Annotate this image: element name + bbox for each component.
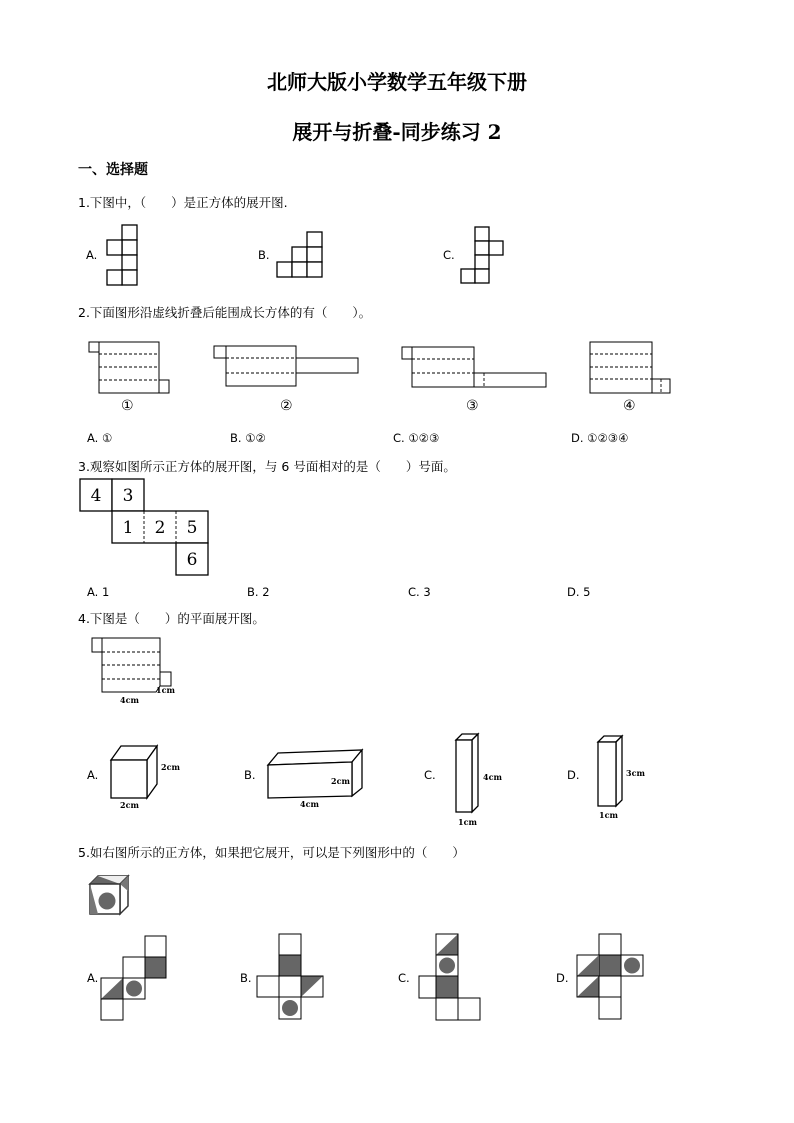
page-title: 北师大版小学数学五年级下册 xyxy=(267,70,527,94)
q4-net-label-4cm: 4cm xyxy=(120,695,139,705)
q1-option-a[interactable]: A. xyxy=(86,248,98,262)
q3-option-d[interactable]: D. 5 xyxy=(567,585,591,599)
q3-face-3: 3 xyxy=(122,486,134,506)
q2-figure-label-4: ④ xyxy=(623,398,636,414)
q3-face-1: 1 xyxy=(122,518,134,538)
q4-option-c[interactable]: C. xyxy=(424,768,436,782)
page-subtitle: 展开与折叠-同步练习 2 xyxy=(292,120,502,144)
q3-option-c[interactable]: C. 3 xyxy=(408,585,431,599)
q4-a-height-label: 2cm xyxy=(161,762,180,772)
q4-net-figure xyxy=(90,636,182,708)
q2-option-d[interactable]: D. ①②③④ xyxy=(571,431,629,445)
q4-b-height-label: 2cm xyxy=(331,776,350,786)
question-1-text: 1.下图中，（ ）是正方体的展开图. xyxy=(78,195,288,210)
q3-option-b[interactable]: B. 2 xyxy=(247,585,270,599)
q5-option-a[interactable]: A. xyxy=(87,971,99,985)
q4-d-height-label: 3cm xyxy=(626,768,645,778)
q4-solid-b-figure xyxy=(264,748,368,810)
q4-net-label-1cm: 1cm xyxy=(156,685,175,695)
q4-option-d[interactable]: D. xyxy=(567,768,580,782)
q2-option-a[interactable]: A. ① xyxy=(87,431,113,445)
question-4-text: 4.下图是（ ）的平面展开图。 xyxy=(78,611,265,626)
q2-option-b[interactable]: B. ①② xyxy=(230,431,266,445)
q2-option-c[interactable]: C. ①②③ xyxy=(393,431,440,445)
q1-net-a-figure xyxy=(106,224,138,288)
q1-option-b[interactable]: B. xyxy=(258,248,270,262)
q4-option-b[interactable]: B. xyxy=(244,768,256,782)
q2-figure-4 xyxy=(588,340,674,396)
q2-figure-3 xyxy=(400,345,550,389)
q5-net-b-figure xyxy=(256,933,326,1023)
q5-net-c-figure xyxy=(418,933,486,1023)
question-5-text: 5.如右图所示的正方体，如果把它展开，可以是下列图形中的（ ） xyxy=(78,845,465,860)
q3-face-2: 2 xyxy=(154,518,166,538)
q4-d-width-label: 1cm xyxy=(599,810,618,820)
question-3-text: 3.观察如图所示正方体的展开图，与 6 号面相对的是（ ）号面。 xyxy=(78,459,456,474)
q4-a-width-label: 2cm xyxy=(120,800,139,810)
q3-net-figure xyxy=(78,477,212,577)
q5-option-b[interactable]: B. xyxy=(240,971,252,985)
q4-c-width-label: 1cm xyxy=(458,817,477,827)
q2-figure-label-3: ③ xyxy=(466,398,479,414)
q1-option-c[interactable]: C. xyxy=(443,248,455,262)
q1-net-b-figure xyxy=(276,231,326,281)
q4-c-height-label: 4cm xyxy=(483,772,502,782)
q3-face-5: 5 xyxy=(186,518,198,538)
q4-b-length-label: 4cm xyxy=(300,799,319,809)
q5-net-d-figure xyxy=(576,933,646,1023)
q5-net-a-figure xyxy=(100,935,168,1023)
q1-net-c-figure xyxy=(459,226,504,288)
q3-option-a[interactable]: A. 1 xyxy=(87,585,110,599)
q5-option-d[interactable]: D. xyxy=(556,971,569,985)
q3-face-4: 4 xyxy=(90,486,102,506)
q5-cube-figure xyxy=(88,874,134,918)
q3-face-6: 6 xyxy=(186,550,198,570)
q5-option-c[interactable]: C. xyxy=(398,971,410,985)
question-2-text: 2.下面图形沿虚线折叠后能围成长方体的有（ ）。 xyxy=(78,305,372,320)
q2-figure-1 xyxy=(88,340,172,396)
q2-figure-label-2: ② xyxy=(280,398,293,414)
q2-figure-2 xyxy=(212,344,362,390)
q4-solid-a-figure xyxy=(106,742,186,812)
q2-figure-label-1: ① xyxy=(121,398,134,414)
q4-option-a[interactable]: A. xyxy=(87,768,99,782)
q4-solid-d-figure xyxy=(592,732,652,820)
q4-solid-c-figure xyxy=(450,732,510,828)
section-heading: 一、选择题 xyxy=(78,162,148,178)
